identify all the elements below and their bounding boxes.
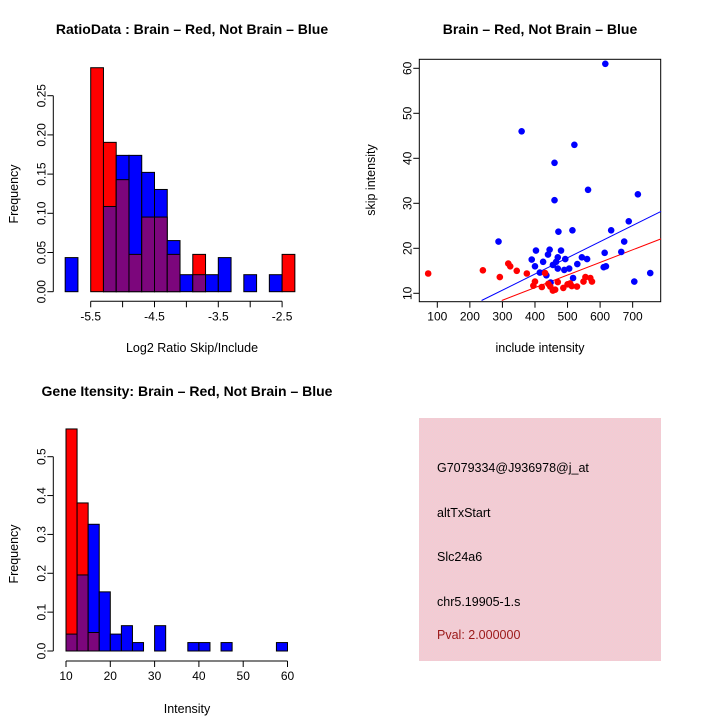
histogram-bar: [269, 275, 282, 292]
y-tick-label: 40: [400, 151, 415, 165]
histogram-bar: [121, 626, 132, 651]
blue-data-point: [601, 250, 608, 257]
y-tick-label: 0.20: [34, 123, 49, 147]
y-tick-label: 0.2: [34, 564, 49, 582]
blue-data-point: [602, 61, 609, 68]
histogram-bar: [221, 643, 232, 651]
y-tick-label: 0.25: [34, 84, 49, 108]
histogram-bar: [218, 258, 231, 292]
red-data-point: [425, 270, 432, 277]
x-tick-label: 400: [524, 309, 545, 324]
scatter-title: Brain – Red, Not Brain – Blue: [442, 21, 638, 37]
blue-data-point: [621, 238, 628, 245]
histogram-bar: [65, 258, 78, 292]
red-data-point: [542, 270, 549, 277]
x-tick-label: 600: [590, 309, 611, 324]
histogram-bar: [282, 254, 295, 291]
blue-data-point: [532, 263, 539, 270]
histogram-bar-overlap: [88, 633, 99, 651]
x-tick-label: 30: [147, 669, 162, 683]
intensity-scatter: [360, 0, 720, 360]
blue-data-point: [558, 247, 565, 254]
blue-data-point: [569, 227, 576, 234]
histogram-bar: [91, 68, 104, 292]
red-data-point: [589, 278, 596, 285]
ratio-histogram: [0, 0, 360, 360]
blue-data-point: [562, 256, 569, 263]
blue-data-point: [545, 251, 552, 258]
y-tick-label: 0.3: [34, 526, 49, 543]
blue-data-point: [574, 261, 581, 268]
red-data-point: [497, 274, 504, 281]
red-data-point: [539, 284, 546, 291]
ratio-hist-title: RatioData : Brain – Red, Not Brain – Blue: [55, 21, 329, 37]
histogram-bar: [155, 626, 166, 651]
x-tick-label: -5.5: [80, 309, 102, 324]
y-tick-label: 0.1: [34, 603, 49, 621]
histogram-bar-overlap: [193, 275, 206, 292]
x-tick-label: 40: [192, 669, 206, 683]
red-data-point: [480, 267, 487, 274]
red-data-point: [574, 283, 581, 290]
probe-id-text: G7079334@J936978@j_at: [437, 461, 589, 475]
x-tick-label: 200: [459, 309, 480, 324]
blue-data-point: [518, 128, 525, 135]
y-tick-label: 10: [400, 286, 415, 300]
blue-data-point: [554, 265, 561, 272]
blue-data-point: [631, 278, 638, 285]
blue-data-point: [635, 191, 642, 198]
y-tick-label: 30: [400, 196, 415, 210]
histogram-bar: [180, 275, 193, 292]
y-tick-label: 0.05: [34, 240, 49, 265]
red-data-point: [513, 268, 520, 275]
plot-box: [419, 59, 660, 301]
histogram-bar-overlap: [129, 254, 142, 291]
blue-data-point: [600, 264, 607, 271]
blue-data-point: [647, 270, 654, 277]
gene-hist-ylabel: Frequency: [7, 524, 21, 584]
y-tick-label: 50: [400, 106, 415, 120]
x-tick-label: 700: [622, 309, 643, 324]
histogram-bar: [88, 524, 99, 651]
y-tick-label: 20: [400, 241, 415, 255]
red-data-point: [524, 270, 531, 277]
x-tick-label: 300: [492, 309, 513, 324]
blue-data-point: [618, 249, 625, 256]
x-tick-label: 10: [59, 669, 73, 683]
y-tick-label: 0.0: [34, 642, 49, 660]
blue-data-point: [495, 238, 502, 245]
blue-data-point: [608, 227, 615, 234]
x-tick-label: -3.5: [207, 309, 229, 324]
histogram-bar-overlap: [116, 180, 129, 292]
blue-data-point: [584, 256, 591, 263]
blue-data-point: [566, 265, 573, 272]
y-tick-label: 0.10: [34, 201, 49, 225]
histogram-bar-overlap: [155, 217, 168, 292]
histogram-bar: [66, 429, 77, 651]
blue-data-point: [553, 259, 560, 266]
x-tick-label: 500: [557, 309, 578, 324]
x-tick-label: -2.5: [271, 309, 293, 324]
histogram-bar-overlap: [66, 634, 77, 651]
histogram-bar: [244, 275, 257, 292]
histogram-bar: [99, 592, 110, 651]
blue-data-point: [571, 142, 578, 149]
red-data-point: [552, 286, 559, 293]
red-regression-line: [502, 239, 661, 301]
histogram-bar-overlap: [167, 254, 180, 291]
gene-symbol-text: Slc24a6: [437, 550, 483, 564]
ratio-hist-xlabel: Log2 Ratio Skip/Include: [125, 341, 259, 355]
blue-data-point: [551, 197, 558, 204]
histogram-bar: [199, 643, 210, 651]
y-tick-label: 0.00: [34, 280, 49, 304]
histogram-bar: [188, 643, 199, 651]
blue-data-point: [528, 256, 535, 263]
chromosome-location-text: chr5.19905-1.s: [437, 595, 521, 609]
ratio-hist-ylabel: Frequency: [7, 164, 21, 224]
histogram-bar-overlap: [77, 575, 88, 651]
blue-data-point: [533, 247, 540, 254]
gene-histogram: [0, 360, 360, 720]
red-data-point: [532, 278, 539, 285]
y-tick-label: 60: [400, 61, 415, 75]
gene-info-panel: [419, 418, 661, 661]
scatter-ylabel: skip intensity: [364, 144, 378, 216]
y-tick-label: 0.4: [34, 487, 49, 504]
blue-data-point: [585, 187, 592, 194]
red-data-point: [554, 279, 561, 286]
histogram-bar: [110, 634, 121, 651]
red-data-point: [507, 263, 514, 270]
histogram-bar: [132, 643, 143, 651]
blue-data-point: [555, 228, 562, 235]
histogram-bar-overlap: [142, 217, 155, 292]
histogram-bar-overlap: [103, 206, 116, 291]
scatter-xlabel: include intensity: [495, 341, 585, 355]
x-tick-label: 50: [236, 669, 250, 683]
x-tick-label: -4.5: [144, 309, 165, 324]
histogram-bar: [276, 643, 287, 651]
x-tick-label: 100: [427, 309, 448, 324]
y-tick-label: 0.5: [34, 448, 49, 466]
gene-hist-title: Gene Itensity: Brain – Red, Not Brain – Blue: [41, 383, 333, 399]
x-tick-label: 20: [103, 669, 117, 683]
blue-data-point: [540, 259, 547, 266]
y-tick-label: 0.15: [34, 162, 49, 186]
gene-hist-xlabel: Intensity: [163, 702, 211, 716]
blue-data-point: [625, 218, 632, 225]
pval-text: Pval: 2.000000: [437, 628, 521, 642]
blue-data-point: [551, 160, 558, 167]
event-type-text: altTxStart: [437, 506, 491, 520]
histogram-bar: [206, 275, 219, 292]
x-tick-label: 60: [280, 669, 295, 683]
